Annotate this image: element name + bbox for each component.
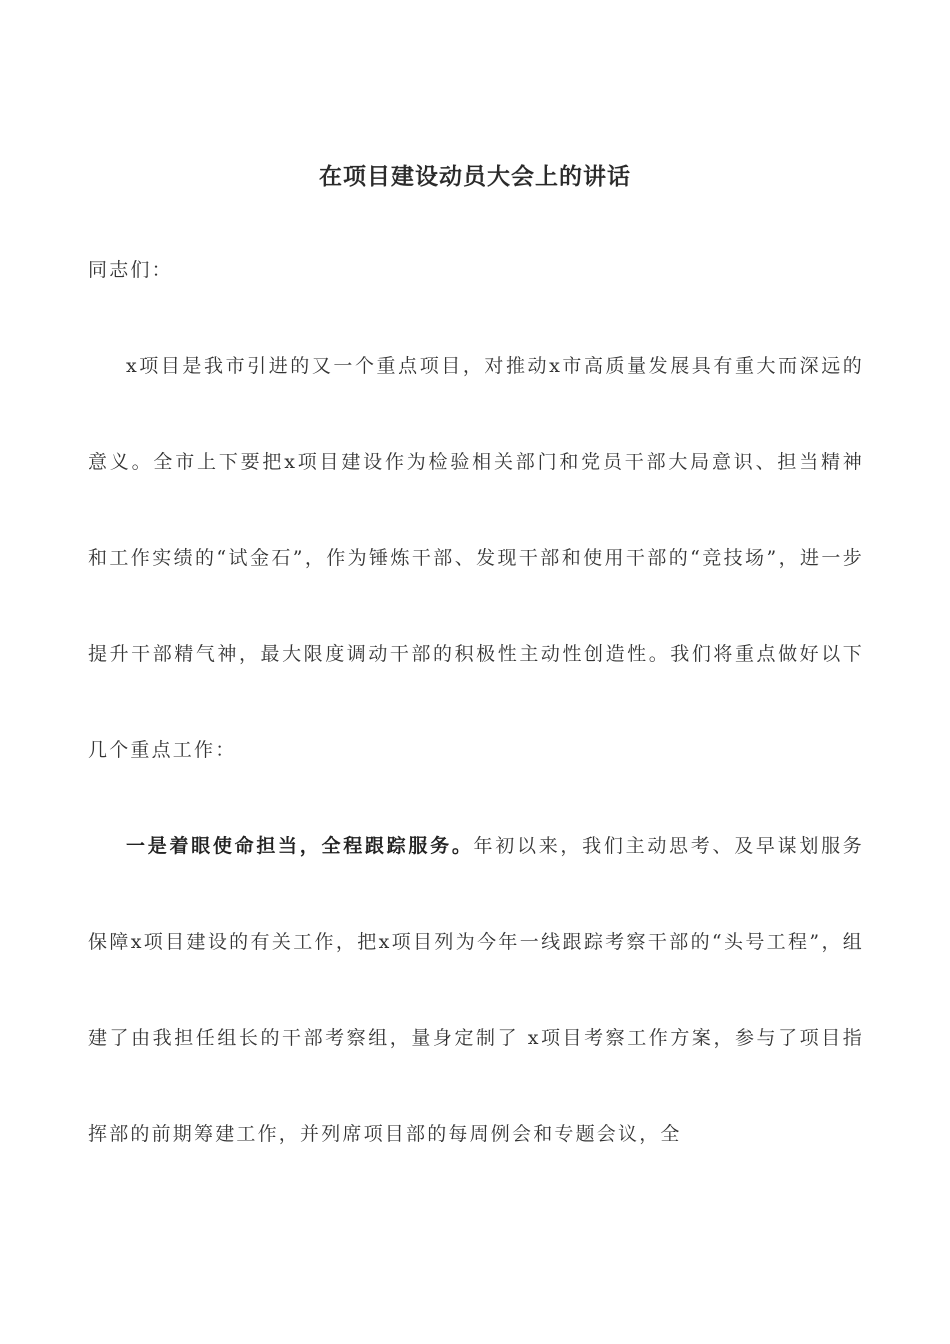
paragraph-point-one-lead: 一是着眼使命担当，全程跟踪服务。 xyxy=(126,835,474,857)
paragraph-point-one-text: 年初以来，我们主动思考、及早谋划服务保障x项目建设的有关工作，把x项目列为今年一线跟踪考察干部的“头号工程”，组建了由我担任组长的干部考察组，量身定制了 x项目考察工作方案，参与了项目指挥部的前期筹建工作，并列席项目部的每周例会和专题会议，全 xyxy=(88,835,865,1145)
paragraph-intro xyxy=(88,318,864,798)
paragraph-point-one xyxy=(88,798,864,1182)
document-title: 在项目建设动员大会上的讲话 xyxy=(319,163,631,190)
salutation: 同志们： xyxy=(88,259,173,281)
paragraph-intro-text: x项目是我市引进的又一个重点项目，对推动x市高质量发展具有重大而深远的意义。全市上下要把x项目建设作为检验相关部门和党员干部大局意识、担当精神和工作实绩的“试金石”，作为锤炼干部、发现干部和使用干部的“竞技场”，进一步提升干部精气神，最大限度调动干部的积极性主动性创造性。我们将重点做好以下几个重点工作： xyxy=(88,355,864,761)
